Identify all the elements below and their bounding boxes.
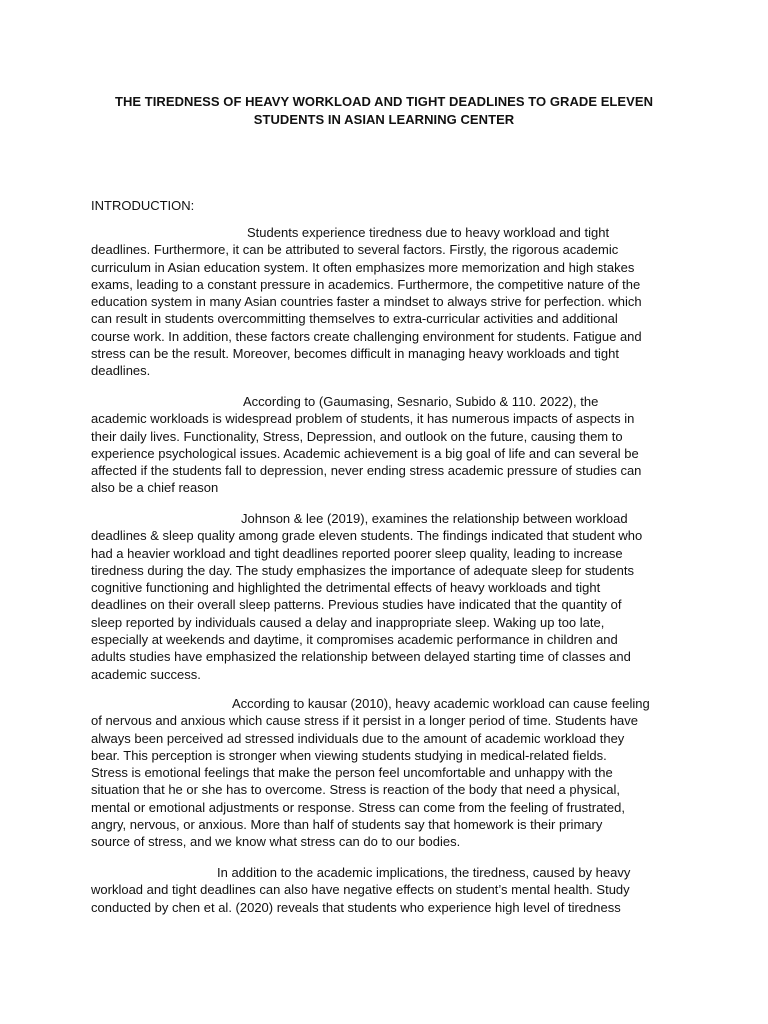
paragraph-line: adults studies have emphasized the relationship between delayed starting time of classes and <box>91 649 631 665</box>
paragraph-line: According to kausar (2010), heavy academic workload can cause feeling <box>232 696 650 711</box>
paragraph-line: education system in many Asian countries faster a mindset to always strive for perfection. which <box>91 294 642 310</box>
paragraph-line: deadlines. Furthermore, it can be attributed to several factors. Firstly, the rigorous academic <box>91 242 619 258</box>
paragraph-line: situation that he or she has to overcome. Stress is reaction of the body that need a physical, <box>91 782 620 798</box>
paragraph-1 <box>91 224 681 380</box>
paragraph-line: academic workloads is widespread problem of students, it has numerous impacts of aspects in <box>91 411 635 427</box>
paragraph-line: also be a chief reason <box>91 480 219 496</box>
title-line-1: THE TIREDNESS OF HEAVY WORKLOAD AND TIGHT DEADLINES TO GRADE ELEVEN <box>114 94 654 109</box>
paragraph-line: course work. In addition, these factors create challenging environment for students. Fatigue and <box>91 328 642 344</box>
paragraph-line: exams, leading to a constant pressure in academics. Furthermore, the competitive nature of the <box>91 276 641 292</box>
paragraph-line: deadlines on their overall sleep patterns. Previous studies have indicated that the quantity of <box>91 597 622 613</box>
paragraph-line: workload and tight deadlines can also have negative effects on student’s mental health. Study <box>91 882 630 898</box>
paragraph-line: Students experience tiredness due to heavy workload and tight <box>247 225 610 240</box>
paragraph-line: always been perceived ad stressed individuals due to the amount of academic workload they <box>91 730 625 746</box>
paragraph-4 <box>91 695 681 851</box>
paragraph-line: tiredness during the day. The study emphasizes the importance of adequate sleep for students <box>91 562 634 578</box>
paragraph-line: especially at weekends and daytime, it compromises academic performance in children and <box>91 632 618 648</box>
paragraph-line: experience psychological issues. Academic achievement is a big goal of life and can several be <box>91 445 639 461</box>
paragraph-line: can result in students overcommitting themselves to extra-curricular activities and additional <box>91 311 618 327</box>
paragraph-line: of nervous and anxious which cause stress if it persist in a longer period of time. Students have <box>91 713 639 729</box>
document-title <box>80 93 688 129</box>
paragraph-line: mental or emotional adjustments or response. Stress can come from the feeling of frustrated, <box>91 799 625 815</box>
paragraph-line: academic success. <box>91 666 201 682</box>
paragraph-line: bear. This perception is stronger when viewing students studying in medical-related fields. <box>91 747 607 763</box>
paragraph-3 <box>91 510 681 683</box>
paragraph-2 <box>91 393 681 497</box>
paragraph-line: had a heavier workload and tight deadlines reported poorer sleep quality, leading to increase <box>91 545 623 561</box>
paragraph-line: curriculum in Asian education system. It often emphasizes more memorization and high stakes <box>91 259 635 275</box>
paragraph-line: their daily lives. Functionality, Stress, Depression, and outlook on the future, causing them to <box>91 428 623 444</box>
paragraph-line: sleep reported by individuals caused a delay and inappropriate sleep. Waking up too late, <box>91 614 605 630</box>
paragraph-line: stress can be the result. Moreover, becomes difficult in managing heavy workloads and tight <box>91 346 619 362</box>
paragraph-5 <box>91 864 681 916</box>
paragraph-line: cognitive functioning and highlighted the detrimental effects of heavy workloads and tight <box>91 580 601 596</box>
paragraph-line: conducted by chen et al. (2020) reveals that students who experience high level of tiredness <box>91 899 621 915</box>
paragraph-line: deadlines. <box>91 363 151 379</box>
paragraph-line: Johnson & lee (2019), examines the relationship between workload <box>241 511 628 526</box>
paragraph-line: Stress is emotional feelings that make the person feel uncomfortable and unhappy with the <box>91 765 613 781</box>
paragraph-line: source of stress, and we know what stress can do to our bodies. <box>91 834 461 850</box>
paragraph-line: affected if the students fall to depression, never ending stress academic pressure of studies can <box>91 463 642 479</box>
paragraph-line: In addition to the academic implications, the tiredness, caused by heavy <box>217 865 631 880</box>
paragraph-line: According to (Gaumasing, Sesnario, Subido & 110. 2022), the <box>243 394 599 409</box>
paragraph-line: angry, nervous, or anxious. More than half of students say that homework is their primary <box>91 817 603 833</box>
section-heading-introduction: INTRODUCTION: <box>91 198 195 213</box>
paragraph-line: deadlines & sleep quality among grade eleven students. The findings indicated that student who <box>91 528 643 544</box>
title-line-2: STUDENTS IN ASIAN LEARNING CENTER <box>253 112 515 127</box>
